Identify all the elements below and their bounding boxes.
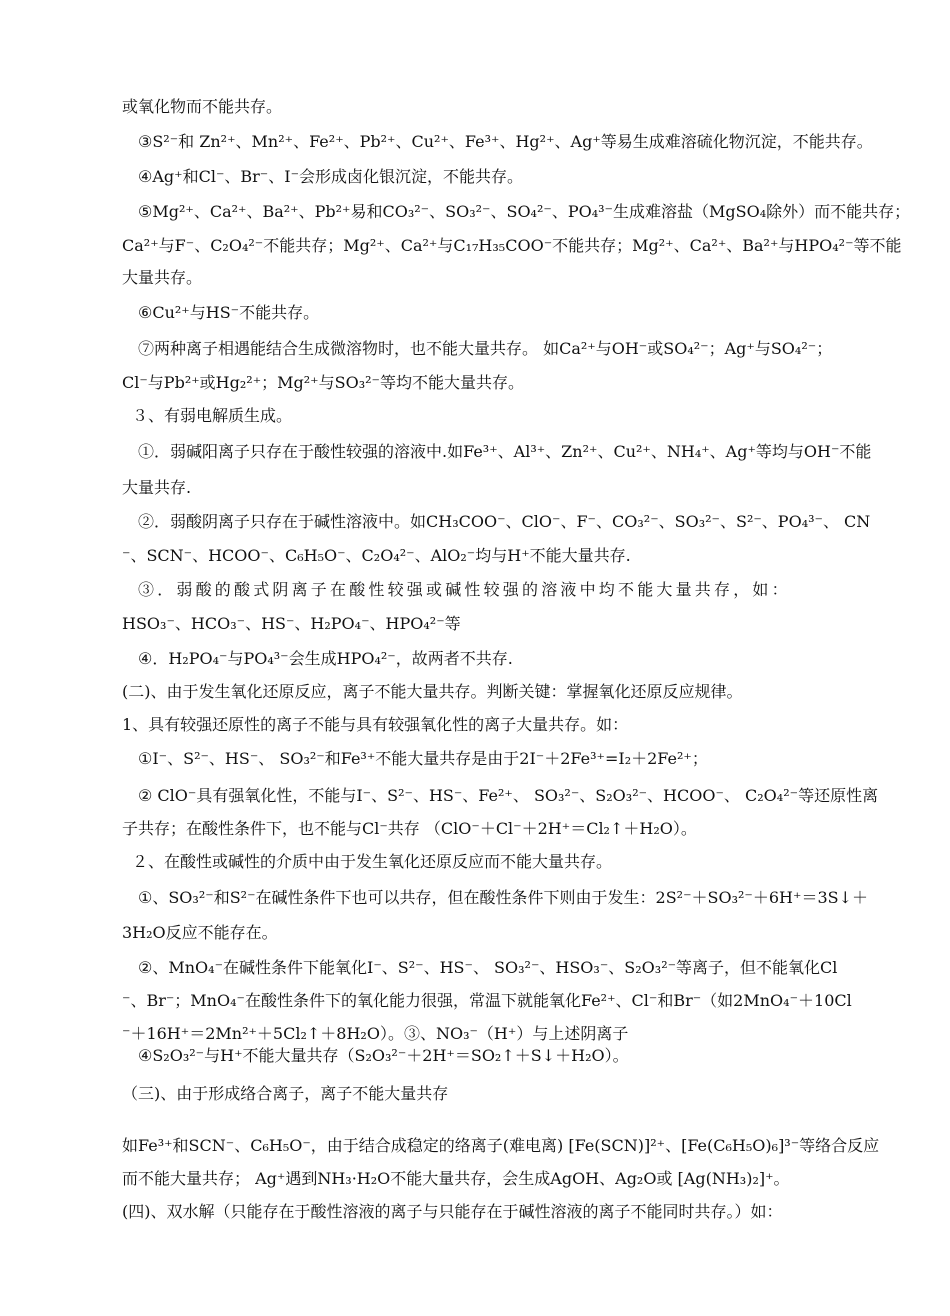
section-heading: ２、在酸性或碱性的介质中由于发生氧化还原反应而不能大量共存。 xyxy=(132,852,613,871)
text-line: ④．H₂PO₄⁻与PO₄³⁻会生成HPO₄²⁻，故两者不共存. xyxy=(138,649,513,668)
text-line: 子共存；在酸性条件下，也不能与Cl⁻共存 （ClO⁻＋Cl⁻＋2H⁺＝Cl₂↑＋H₂O）。 xyxy=(122,819,697,838)
text-line: ⁻、SCN⁻、HCOO⁻、C₆H₅O⁻、C₂O₄²⁻、AlO₂⁻均与H⁺不能大量共存. xyxy=(122,546,631,565)
section-heading: (四)、双水解（只能存在于酸性溶液的离子与只能存在于碱性溶液的离子不能同时共存。）如： xyxy=(122,1202,783,1221)
section-heading: (二)、由于发生氧化还原反应，离子不能大量共存。判断关键：掌握氧化还原反应规律。 xyxy=(122,682,743,701)
text-line: ⑥Cu²⁺与HS⁻不能共存。 xyxy=(138,303,320,322)
text-line: ⁻、Br⁻；MnO₄⁻在酸性条件下的氧化能力很强，常温下就能氧化Fe²⁺、Cl⁻和Br⁻（如2MnO₄⁻＋10Cl xyxy=(122,991,852,1010)
text-line: ①．弱碱阳离子只存在于酸性较强的溶液中.如Fe³⁺、Al³⁺、Zn²⁺、Cu²⁺、NH₄⁺、Ag⁺等均与OH⁻不能 xyxy=(138,442,872,461)
text-line: ⑤Mg²⁺、Ca²⁺、Ba²⁺、Pb²⁺易和CO₃²⁻、SO₃²⁻、SO₄²⁻、PO₄³⁻生成难溶盐（MgSO₄除外）而不能共存； xyxy=(138,202,911,221)
text-line: Cl⁻与Pb²⁺或Hg₂²⁺；Mg²⁺与SO₃²⁻等均不能大量共存。 xyxy=(122,373,524,392)
text-line: Ca²⁺与F⁻、C₂O₄²⁻不能共存；Mg²⁺、Ca²⁺与C₁₇H₃₅COO⁻不能共存；Mg²⁺、Ca²⁺、Ba²⁺与HPO₄²⁻等不能 xyxy=(122,236,902,255)
text-line: ④S₂O₃²⁻与H⁺不能大量共存（S₂O₃²⁻＋2H⁺＝SO₂↑＋S↓＋H₂O）。 xyxy=(138,1046,629,1065)
text-line: ③S²⁻和 Zn²⁺、Mn²⁺、Fe²⁺、Pb²⁺、Cu²⁺、Fe³⁺、Hg²⁺、Ag⁺等易生成难溶硫化物沉淀，不能共存。 xyxy=(138,132,873,151)
text-line: ①、SO₃²⁻和S²⁻在碱性条件下也可以共存，但在酸性条件下则由于发生：2S²⁻＋SO₃²⁻＋6H⁺＝3S↓＋ xyxy=(138,888,868,907)
text-line: ⁻＋16H⁺＝2Mn²⁺＋5Cl₂↑＋8H₂O）。③、NO₃⁻（H⁺）与上述阴离子 xyxy=(122,1024,629,1043)
text-line: 而不能大量共存； Ag⁺遇到NH₃·H₂O不能大量共存，会生成AgOH、Ag₂O或 [Ag(NH₃)₂]⁺。 xyxy=(122,1169,790,1188)
text-line: 如Fe³⁺和SCN⁻、C₆H₅O⁻，由于结合成稳定的络离子(难电离) [Fe(SCN)]²⁺、[Fe(C₆H₅O)₆]³⁻等络合反应 xyxy=(122,1136,880,1155)
text-line: ② ClO⁻具有强氧化性，不能与I⁻、S²⁻、HS⁻、Fe²⁺、 SO₃²⁻、S₂O₃²⁻、HCOO⁻、 C₂O₄²⁻等还原性离 xyxy=(138,786,879,805)
text-line: ⑦两种离子相遇能结合生成微溶物时，也不能大量共存。 如Ca²⁺与OH⁻或SO₄²⁻；Ag⁺与SO₄²⁻； xyxy=(138,339,833,358)
text-line: 大量共存. xyxy=(122,478,192,497)
text-line: ②．弱酸阴离子只存在于碱性溶液中。如CH₃COO⁻、ClO⁻、F⁻、CO₃²⁻、SO₃²⁻、S²⁻、PO₄³⁻、 CN xyxy=(138,512,871,531)
section-heading: （三)、由于形成络合离子，离子不能大量共存 xyxy=(122,1084,449,1103)
text-line: 或氧化物而不能共存。 xyxy=(122,97,283,116)
text-line: 3H₂O反应不能存在。 xyxy=(122,923,278,942)
text-line: 1、具有较强还原性的离子不能与具有较强氧化性的离子大量共存。如： xyxy=(122,715,629,734)
text-line: 大量共存。 xyxy=(122,268,203,287)
text-line: HSO₃⁻、HCO₃⁻、HS⁻、H₂PO₄⁻、HPO₄²⁻等 xyxy=(122,614,461,633)
text-line: ③．弱酸的酸式阴离子在酸性较强或碱性较强的溶液中均不能大量共存，如： xyxy=(138,580,791,599)
text-line: ①I⁻、S²⁻、HS⁻、 SO₃²⁻和Fe³⁺不能大量共存是由于2I⁻＋2Fe³⁺=I₂＋2Fe²⁺； xyxy=(138,749,708,768)
text-line: ④Ag⁺和Cl⁻、Br⁻、I⁻会形成卤化银沉淀，不能共存。 xyxy=(138,167,524,186)
text-line: ②、MnO₄⁻在碱性条件下能氧化I⁻、S²⁻、HS⁻、 SO₃²⁻、HSO₃⁻、S₂O₃²⁻等离子，但不能氧化Cl xyxy=(138,958,838,977)
section-heading: ３、有弱电解质生成。 xyxy=(132,406,293,425)
